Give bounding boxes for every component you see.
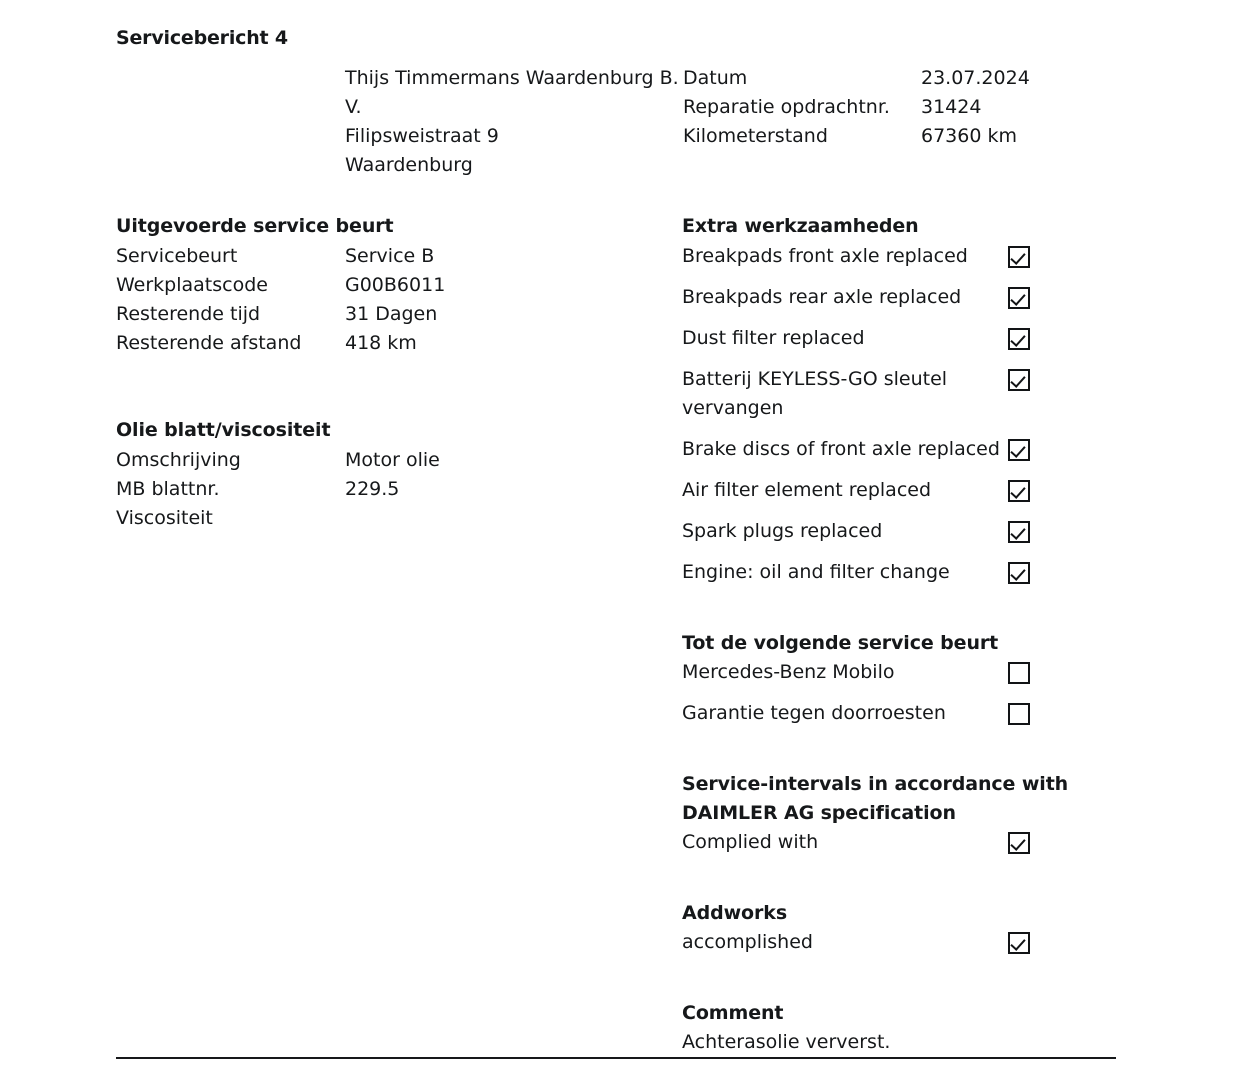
header-metadata [683,64,1123,151]
checklist-item[interactable] [682,365,1102,423]
page-title: Servicebericht 4 [116,27,288,49]
checkbox[interactable] [1008,328,1030,350]
kv-label: Servicebeurt [116,245,238,267]
section-heading-addworks: Addworks [682,902,788,924]
section-spacer [682,969,1102,999]
address-line: Thijs Timmermans Waardenburg B. [345,67,679,89]
kv-label: Resterende afstand [116,332,302,354]
section-heading-next-service: Tot de volgende service beurt [682,632,999,654]
checklist-item[interactable] [682,242,1102,271]
section-spacer [116,358,656,416]
checklist-item[interactable] [682,928,1102,957]
checkbox[interactable] [1008,932,1030,954]
comment-text: Achterasolie ververst. [682,1031,891,1053]
checklist-label: Brake discs of front axle replaced [682,438,1000,460]
meta-value: 67360 km [921,125,1017,147]
checklist-item[interactable] [682,324,1102,353]
kv-value: G00B6011 [345,274,446,296]
meta-label: Datum [683,67,748,89]
kv-row [116,504,656,533]
meta-label: Reparatie opdrachtnr. [683,96,890,118]
checkbox[interactable] [1008,521,1030,543]
checkbox[interactable] [1008,703,1030,725]
section-heading-comment: Comment [682,1002,784,1024]
kv-value: 418 km [345,332,417,354]
checklist-item[interactable] [682,658,1102,687]
header-block [345,64,1125,180]
kv-value: 229.5 [345,478,400,500]
checklist-item[interactable] [682,699,1102,728]
checkbox[interactable] [1008,480,1030,502]
kv-label: Werkplaatscode [116,274,268,296]
checklist-label: Complied with [682,831,819,853]
checklist-label: Batterij KEYLESS-GO sleutel vervangen [682,368,948,419]
checkbox[interactable] [1008,287,1030,309]
footer-divider [116,1057,1116,1059]
address-line: V. [345,96,362,118]
section-heading-extra-work: Extra werkzaamheden [682,215,919,237]
kv-label: MB blattnr. [116,478,220,500]
checklist-label: Breakpads rear axle replaced [682,286,962,308]
service-section [116,212,656,358]
checklist-item[interactable] [682,558,1102,587]
customer-address [345,64,683,180]
section-spacer [682,740,1102,770]
meta-label: Kilometerstand [683,125,828,147]
kv-value: Service B [345,245,435,267]
checklist-label: Mercedes-Benz Mobilo [682,661,895,683]
section-heading: Uitgevoerde service beurt [116,215,394,237]
checkbox[interactable] [1008,662,1030,684]
checklist-label: Breakpads front axle replaced [682,245,968,267]
checklist-item[interactable] [682,476,1102,505]
kv-row [116,446,656,475]
checkbox[interactable] [1008,562,1030,584]
checkbox[interactable] [1008,246,1030,268]
checklist-label: Engine: oil and filter change [682,561,950,583]
meta-row [683,122,1123,151]
kv-row [116,242,656,271]
checklist-item[interactable] [682,435,1102,464]
section-heading-intervals: Service-intervals in accordance with DAIMLER AG specification [682,773,1069,824]
address-line: Filipsweistraat 9 [345,125,499,147]
checkbox[interactable] [1008,832,1030,854]
section-spacer [682,869,1102,899]
checklist-label: Garantie tegen doorroesten [682,702,946,724]
meta-value: 23.07.2024 [921,67,1030,89]
kv-row [116,475,656,504]
kv-value [345,504,656,533]
section-spacer [682,599,1102,629]
kv-value: Motor olie [345,449,440,471]
section-heading: Olie blatt/viscositeit [116,419,331,441]
kv-label: Resterende tijd [116,303,261,325]
meta-value: 31424 [921,96,982,118]
checklist-item[interactable] [682,828,1102,857]
kv-label: Viscositeit [116,507,213,529]
kv-row [116,300,656,329]
checklist-item[interactable] [682,517,1102,546]
kv-row [116,271,656,300]
left-column [116,212,656,533]
oil-section [116,416,656,533]
checklist-label: Dust filter replaced [682,327,865,349]
meta-row [683,64,1123,93]
checklist-label: Air filter element replaced [682,479,932,501]
address-line: Waardenburg [345,154,473,176]
checklist-label: accomplished [682,931,813,953]
kv-row [116,329,656,358]
checkbox[interactable] [1008,369,1030,391]
checkbox[interactable] [1008,439,1030,461]
kv-value: 31 Dagen [345,303,438,325]
checklist-label: Spark plugs replaced [682,520,883,542]
checklist-item[interactable] [682,283,1102,312]
kv-label: Omschrijving [116,449,241,471]
meta-row [683,93,1123,122]
right-column [682,212,1102,1057]
